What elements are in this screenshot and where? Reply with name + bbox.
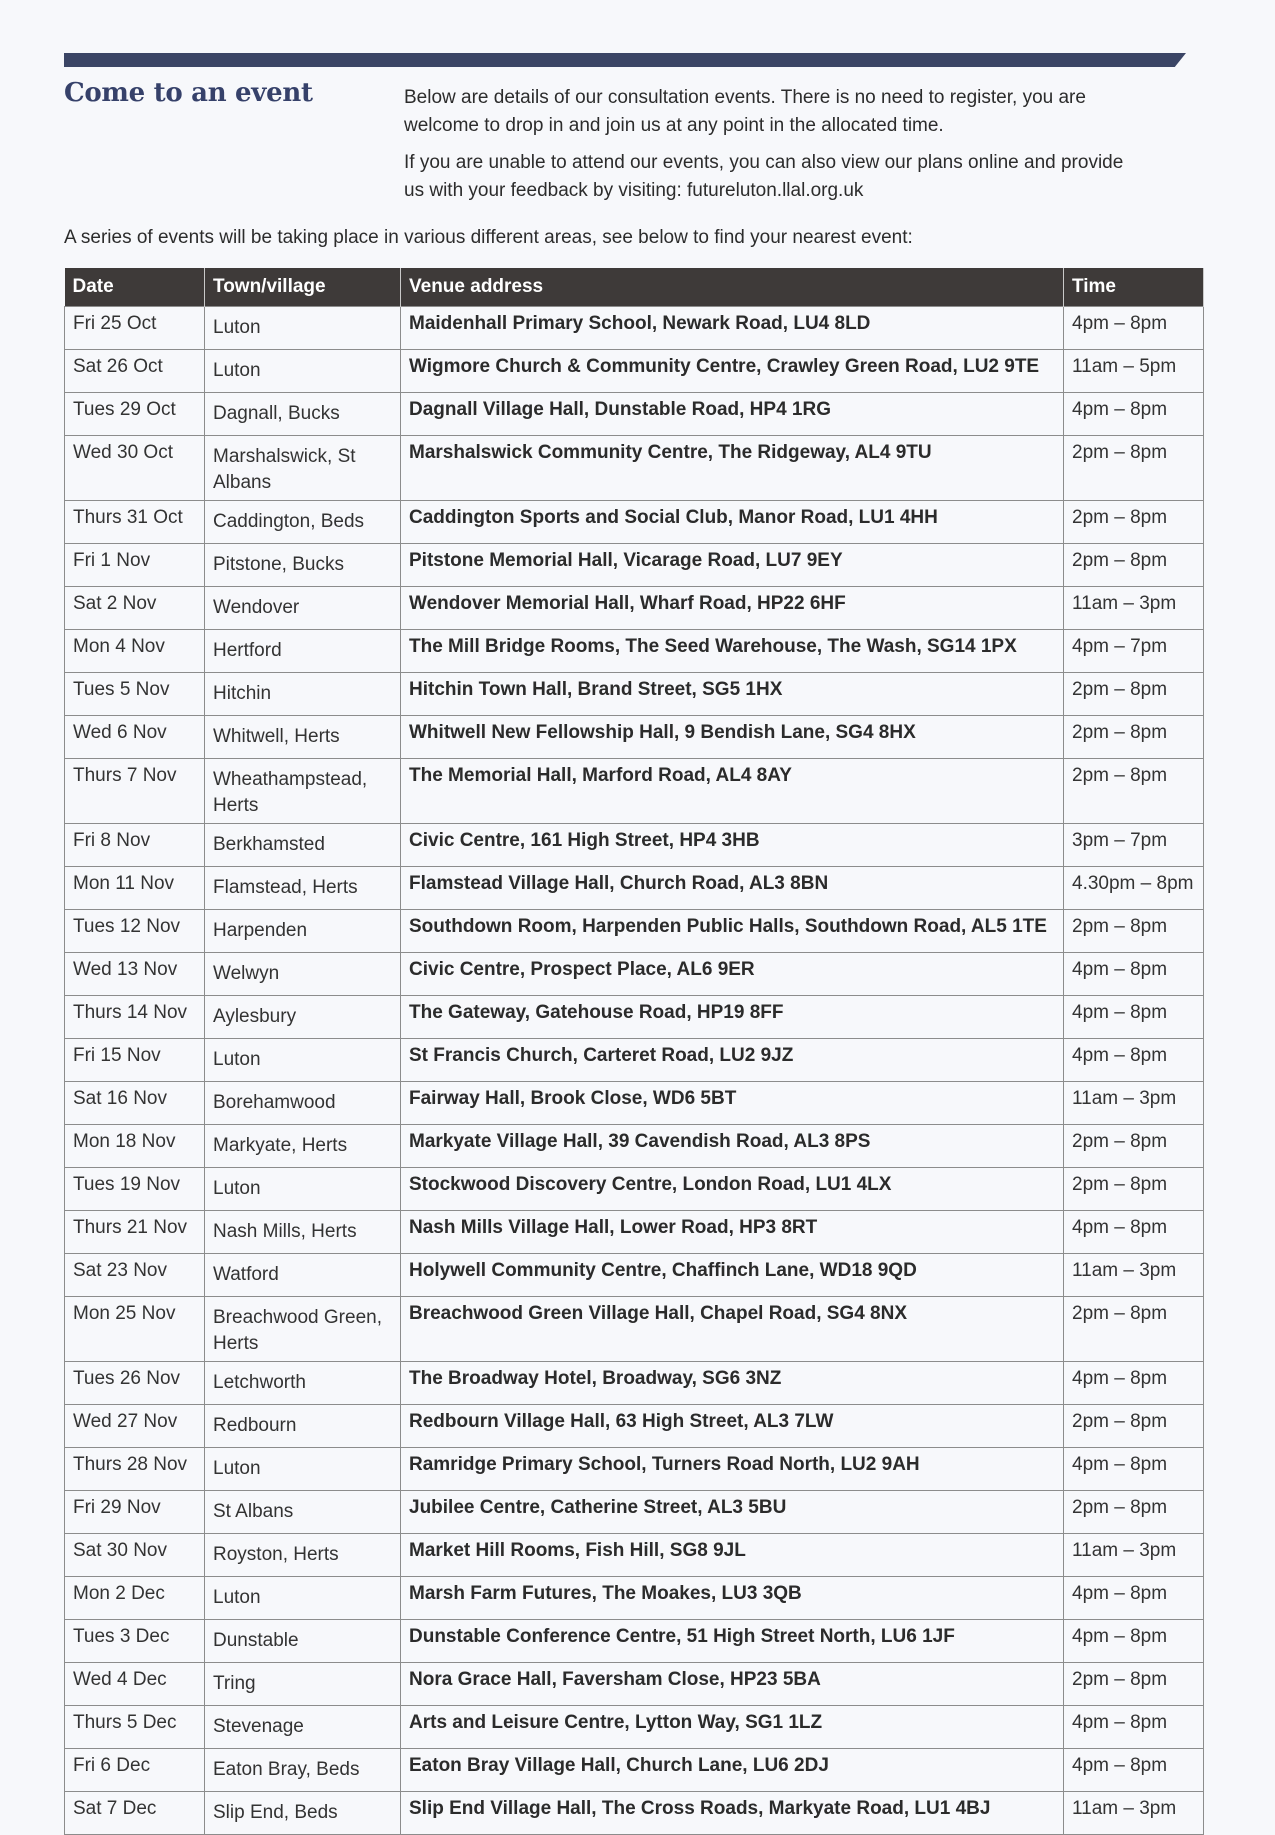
event-date: Thurs 5 Dec xyxy=(65,1706,205,1749)
event-venue: Civic Centre, Prospect Place, AL6 9ER xyxy=(401,953,1064,996)
table-row xyxy=(65,1792,1204,1835)
event-date: Wed 4 Dec xyxy=(65,1663,205,1706)
event-time: 4pm – 7pm xyxy=(1064,630,1204,673)
event-town: Flamstead, Herts xyxy=(205,867,401,910)
event-time: 11am – 3pm xyxy=(1064,1792,1204,1835)
event-date: Tues 3 Dec xyxy=(65,1620,205,1663)
top-rule xyxy=(64,53,1186,67)
event-date: Thurs 14 Nov xyxy=(65,996,205,1039)
event-date: Wed 27 Nov xyxy=(65,1405,205,1448)
event-date: Sat 26 Oct xyxy=(65,350,205,393)
event-venue: Flamstead Village Hall, Church Road, AL3 8BN xyxy=(401,867,1064,910)
event-date: Fri 25 Oct xyxy=(65,307,205,350)
event-time: 4pm – 8pm xyxy=(1064,393,1204,436)
events-table xyxy=(64,268,1204,1835)
event-venue: The Broadway Hotel, Broadway, SG6 3NZ xyxy=(401,1362,1064,1405)
event-town: Dunstable xyxy=(205,1620,401,1663)
event-date: Tues 29 Oct xyxy=(65,393,205,436)
event-time: 4pm – 8pm xyxy=(1064,1749,1204,1792)
event-town: Aylesbury xyxy=(205,996,401,1039)
event-date: Thurs 31 Oct xyxy=(65,501,205,544)
event-venue: Dagnall Village Hall, Dunstable Road, HP4 1RG xyxy=(401,393,1064,436)
event-venue: Civic Centre, 161 High Street, HP4 3HB xyxy=(401,824,1064,867)
event-date: Tues 19 Nov xyxy=(65,1168,205,1211)
event-time: 11am – 3pm xyxy=(1064,1082,1204,1125)
event-venue: St Francis Church, Carteret Road, LU2 9JZ xyxy=(401,1039,1064,1082)
event-town: Borehamwood xyxy=(205,1082,401,1125)
table-row xyxy=(65,867,1204,910)
event-venue: The Mill Bridge Rooms, The Seed Warehouse, The Wash, SG14 1PX xyxy=(401,630,1064,673)
table-row xyxy=(65,1491,1204,1534)
event-venue: Southdown Room, Harpenden Public Halls, Southdown Road, AL5 1TE xyxy=(401,910,1064,953)
event-time: 2pm – 8pm xyxy=(1064,759,1204,824)
event-time: 2pm – 8pm xyxy=(1064,1491,1204,1534)
event-town: St Albans xyxy=(205,1491,401,1534)
table-lead-text: A series of events will be taking place in various different areas, see below to find your nearest event: xyxy=(64,227,913,248)
event-date: Wed 6 Nov xyxy=(65,716,205,759)
table-row xyxy=(65,1749,1204,1792)
table-row xyxy=(65,1405,1204,1448)
event-venue: Breachwood Green Village Hall, Chapel Road, SG4 8NX xyxy=(401,1297,1064,1362)
event-town: Markyate, Herts xyxy=(205,1125,401,1168)
table-row xyxy=(65,1039,1204,1082)
header-venue: Venue address xyxy=(401,268,1064,307)
event-venue: Markyate Village Hall, 39 Cavendish Road, AL3 8PS xyxy=(401,1125,1064,1168)
event-date: Fri 6 Dec xyxy=(65,1749,205,1792)
event-town: Wheathampstead, Herts xyxy=(205,759,401,824)
event-date: Sat 7 Dec xyxy=(65,1792,205,1835)
table-row xyxy=(65,716,1204,759)
event-venue: Stockwood Discovery Centre, London Road, LU1 4LX xyxy=(401,1168,1064,1211)
event-venue: Ramridge Primary School, Turners Road North, LU2 9AH xyxy=(401,1448,1064,1491)
event-time: 4pm – 8pm xyxy=(1064,953,1204,996)
event-time: 2pm – 8pm xyxy=(1064,436,1204,501)
event-date: Fri 8 Nov xyxy=(65,824,205,867)
event-time: 4pm – 8pm xyxy=(1064,1577,1204,1620)
event-town: Luton xyxy=(205,1577,401,1620)
event-venue: Redbourn Village Hall, 63 High Street, AL3 7LW xyxy=(401,1405,1064,1448)
event-venue: Pitstone Memorial Hall, Vicarage Road, LU7 9EY xyxy=(401,544,1064,587)
event-date: Sat 23 Nov xyxy=(65,1254,205,1297)
event-venue: Nora Grace Hall, Faversham Close, HP23 5BA xyxy=(401,1663,1064,1706)
intro-text xyxy=(404,84,1124,214)
event-town: Berkhamsted xyxy=(205,824,401,867)
event-time: 2pm – 8pm xyxy=(1064,544,1204,587)
event-venue: Arts and Leisure Centre, Lytton Way, SG1 1LZ xyxy=(401,1706,1064,1749)
page-title: Come to an event xyxy=(64,78,313,108)
event-town: Eaton Bray, Beds xyxy=(205,1749,401,1792)
event-time: 11am – 5pm xyxy=(1064,350,1204,393)
event-venue: The Memorial Hall, Marford Road, AL4 8AY xyxy=(401,759,1064,824)
event-venue: Maidenhall Primary School, Newark Road, LU4 8LD xyxy=(401,307,1064,350)
table-row xyxy=(65,630,1204,673)
event-date: Tues 5 Nov xyxy=(65,673,205,716)
event-town: Royston, Herts xyxy=(205,1534,401,1577)
event-town: Luton xyxy=(205,350,401,393)
event-venue: Whitwell New Fellowship Hall, 9 Bendish Lane, SG4 8HX xyxy=(401,716,1064,759)
table-row xyxy=(65,587,1204,630)
event-venue: Eaton Bray Village Hall, Church Lane, LU6 2DJ xyxy=(401,1749,1064,1792)
event-town: Breachwood Green, Herts xyxy=(205,1297,401,1362)
table-row xyxy=(65,393,1204,436)
header-time: Time xyxy=(1064,268,1204,307)
event-time: 2pm – 8pm xyxy=(1064,716,1204,759)
table-row xyxy=(65,544,1204,587)
event-date: Thurs 21 Nov xyxy=(65,1211,205,1254)
table-row xyxy=(65,673,1204,716)
event-town: Hitchin xyxy=(205,673,401,716)
event-time: 4pm – 8pm xyxy=(1064,1448,1204,1491)
table-row xyxy=(65,759,1204,824)
event-town: Welwyn xyxy=(205,953,401,996)
event-time: 2pm – 8pm xyxy=(1064,673,1204,716)
event-venue: Jubilee Centre, Catherine Street, AL3 5BU xyxy=(401,1491,1064,1534)
event-time: 2pm – 8pm xyxy=(1064,1125,1204,1168)
event-time: 2pm – 8pm xyxy=(1064,1168,1204,1211)
table-row xyxy=(65,501,1204,544)
event-town: Luton xyxy=(205,1168,401,1211)
intro-paragraph: If you are unable to attend our events, you can also view our plans online and provide us with your feedback by visiting: futureluton.llal.org.uk xyxy=(404,152,1124,201)
event-town: Harpenden xyxy=(205,910,401,953)
event-town: Luton xyxy=(205,1448,401,1491)
table-row xyxy=(65,350,1204,393)
event-date: Mon 11 Nov xyxy=(65,867,205,910)
table-header-row xyxy=(65,268,1204,307)
event-time: 2pm – 8pm xyxy=(1064,1405,1204,1448)
table-row xyxy=(65,953,1204,996)
event-town: Whitwell, Herts xyxy=(205,716,401,759)
event-venue: Marsh Farm Futures, The Moakes, LU3 3QB xyxy=(401,1577,1064,1620)
event-town: Stevenage xyxy=(205,1706,401,1749)
table-row xyxy=(65,1577,1204,1620)
event-town: Marshalswick, St Albans xyxy=(205,436,401,501)
table-row xyxy=(65,1082,1204,1125)
table-row xyxy=(65,1254,1204,1297)
event-venue: Holywell Community Centre, Chaffinch Lane, WD18 9QD xyxy=(401,1254,1064,1297)
table-row xyxy=(65,1362,1204,1405)
event-town: Pitstone, Bucks xyxy=(205,544,401,587)
header-town: Town/village xyxy=(205,268,401,307)
event-time: 3pm – 7pm xyxy=(1064,824,1204,867)
event-town: Wendover xyxy=(205,587,401,630)
event-venue: Marshalswick Community Centre, The Ridgeway, AL4 9TU xyxy=(401,436,1064,501)
event-town: Slip End, Beds xyxy=(205,1792,401,1835)
event-venue: Slip End Village Hall, The Cross Roads, Markyate Road, LU1 4BJ xyxy=(401,1792,1064,1835)
event-time: 11am – 3pm xyxy=(1064,587,1204,630)
event-date: Tues 26 Nov xyxy=(65,1362,205,1405)
event-date: Sat 16 Nov xyxy=(65,1082,205,1125)
table-row xyxy=(65,307,1204,350)
event-date: Sat 30 Nov xyxy=(65,1534,205,1577)
header-date: Date xyxy=(65,268,205,307)
event-date: Fri 29 Nov xyxy=(65,1491,205,1534)
events-table-body xyxy=(65,307,1204,1835)
event-venue: Dunstable Conference Centre, 51 High Street North, LU6 1JF xyxy=(401,1620,1064,1663)
intro-paragraph: Below are details of our consultation events. There is no need to register, you are welcome to drop in and join us at any point in the allocated time. xyxy=(404,87,1086,136)
table-row xyxy=(65,1663,1204,1706)
event-time: 4pm – 8pm xyxy=(1064,307,1204,350)
event-time: 4pm – 8pm xyxy=(1064,1211,1204,1254)
event-venue: Fairway Hall, Brook Close, WD6 5BT xyxy=(401,1082,1064,1125)
event-time: 4pm – 8pm xyxy=(1064,1706,1204,1749)
event-date: Thurs 28 Nov xyxy=(65,1448,205,1491)
event-venue: Market Hill Rooms, Fish Hill, SG8 9JL xyxy=(401,1534,1064,1577)
event-date: Mon 18 Nov xyxy=(65,1125,205,1168)
event-venue: Hitchin Town Hall, Brand Street, SG5 1HX xyxy=(401,673,1064,716)
event-town: Nash Mills, Herts xyxy=(205,1211,401,1254)
event-town: Hertford xyxy=(205,630,401,673)
event-date: Tues 12 Nov xyxy=(65,910,205,953)
table-row xyxy=(65,1706,1204,1749)
event-time: 4pm – 8pm xyxy=(1064,996,1204,1039)
table-row xyxy=(65,1125,1204,1168)
event-venue: The Gateway, Gatehouse Road, HP19 8FF xyxy=(401,996,1064,1039)
event-venue: Caddington Sports and Social Club, Manor Road, LU1 4HH xyxy=(401,501,1064,544)
event-town: Letchworth xyxy=(205,1362,401,1405)
event-date: Mon 2 Dec xyxy=(65,1577,205,1620)
event-date: Fri 15 Nov xyxy=(65,1039,205,1082)
table-row xyxy=(65,1620,1204,1663)
event-venue: Wigmore Church & Community Centre, Crawley Green Road, LU2 9TE xyxy=(401,350,1064,393)
event-time: 2pm – 8pm xyxy=(1064,910,1204,953)
event-date: Mon 4 Nov xyxy=(65,630,205,673)
event-date: Wed 30 Oct xyxy=(65,436,205,501)
event-date: Fri 1 Nov xyxy=(65,544,205,587)
event-date: Thurs 7 Nov xyxy=(65,759,205,824)
event-time: 11am – 3pm xyxy=(1064,1534,1204,1577)
event-time: 2pm – 8pm xyxy=(1064,501,1204,544)
table-row xyxy=(65,1297,1204,1362)
event-time: 4pm – 8pm xyxy=(1064,1039,1204,1082)
event-time: 2pm – 8pm xyxy=(1064,1663,1204,1706)
table-row xyxy=(65,1534,1204,1577)
event-time: 4.30pm – 8pm xyxy=(1064,867,1204,910)
event-time: 4pm – 8pm xyxy=(1064,1620,1204,1663)
table-row xyxy=(65,1211,1204,1254)
event-town: Luton xyxy=(205,1039,401,1082)
event-date: Sat 2 Nov xyxy=(65,587,205,630)
event-time: 11am – 3pm xyxy=(1064,1254,1204,1297)
event-venue: Nash Mills Village Hall, Lower Road, HP3 8RT xyxy=(401,1211,1064,1254)
event-date: Wed 13 Nov xyxy=(65,953,205,996)
event-town: Luton xyxy=(205,307,401,350)
event-town: Watford xyxy=(205,1254,401,1297)
table-row xyxy=(65,1168,1204,1211)
event-time: 2pm – 8pm xyxy=(1064,1297,1204,1362)
table-row xyxy=(65,436,1204,501)
event-town: Redbourn xyxy=(205,1405,401,1448)
event-town: Tring xyxy=(205,1663,401,1706)
table-row xyxy=(65,996,1204,1039)
table-row xyxy=(65,910,1204,953)
event-venue: Wendover Memorial Hall, Wharf Road, HP22 6HF xyxy=(401,587,1064,630)
event-town: Dagnall, Bucks xyxy=(205,393,401,436)
table-row xyxy=(65,1448,1204,1491)
event-time: 4pm – 8pm xyxy=(1064,1362,1204,1405)
table-row xyxy=(65,824,1204,867)
event-date: Mon 25 Nov xyxy=(65,1297,205,1362)
event-town: Caddington, Beds xyxy=(205,501,401,544)
